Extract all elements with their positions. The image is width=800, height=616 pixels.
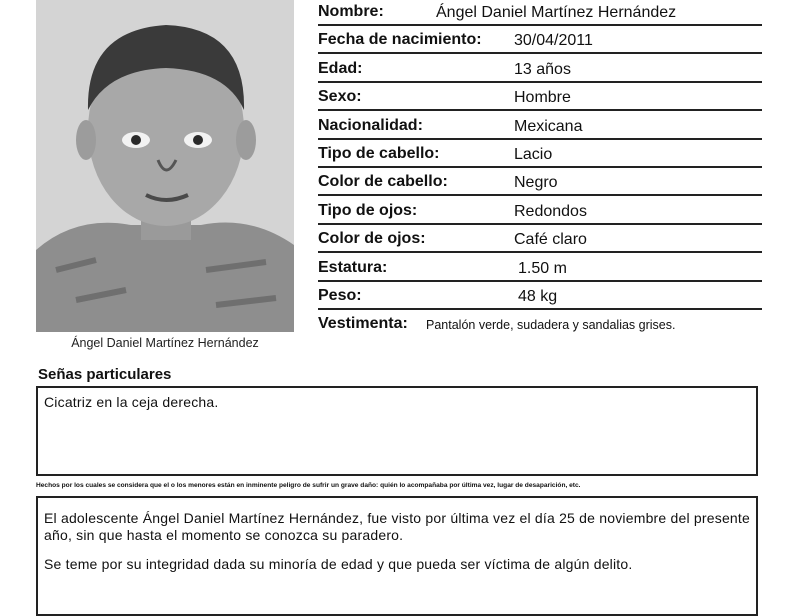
field-label: Tipo de cabello: [318, 144, 440, 162]
hechos-paragraph-2: Se teme por su integridad dada su minoría de edad y que pueda ser víctima de algún delito. [44, 556, 633, 572]
field-value: 1.50 m [518, 259, 567, 277]
field-label: Color de ojos: [318, 230, 426, 248]
field-value: Pantalón verde, sudadera y sandalias grises. [426, 318, 676, 333]
field-value: Redondos [514, 202, 587, 220]
field-label: Edad: [318, 59, 363, 77]
field-value: Ángel Daniel Martínez Hernández [436, 4, 677, 21]
field-row-vestimenta [318, 312, 762, 336]
field-row-sexo [318, 85, 762, 111]
field-row-tipo-ojos [318, 199, 762, 225]
hechos-note: Hechos por los cuales se considera que el o los menores están en inminente peligro de sufrir un grave daño: quién lo acompañaba por última vez, lugar de desaparición, etc. [36, 482, 581, 489]
senas-particulares-title: Señas particulares [38, 366, 172, 383]
portrait-illustration [36, 0, 294, 332]
field-row-color-cabello [318, 170, 762, 196]
field-value: 48 kg [518, 287, 558, 305]
field-label: Tipo de ojos: [318, 201, 418, 219]
field-row-tipo-cabello [318, 142, 762, 168]
field-label: Fecha de nacimiento: [318, 31, 482, 49]
field-value: Lacio [514, 145, 553, 163]
field-label: Color de cabello: [318, 173, 448, 191]
field-label: Sexo: [318, 88, 362, 106]
field-value: 13 años [514, 60, 571, 78]
field-row-peso [318, 284, 762, 310]
field-label: Nacionalidad: [318, 116, 423, 134]
person-photo [36, 0, 294, 332]
photo-caption: Ángel Daniel Martínez Hernández [71, 336, 259, 350]
field-value: Hombre [514, 89, 571, 107]
field-row-nacionalidad [318, 114, 762, 140]
field-row-fecha-nacimiento [318, 28, 762, 54]
field-label: Vestimenta: [318, 315, 408, 333]
hechos-box [36, 496, 758, 616]
field-row-color-ojos [318, 227, 762, 253]
field-row-nombre [318, 0, 762, 26]
personal-data-fields [318, 0, 762, 339]
senas-particulares-box [36, 386, 758, 476]
field-value: 30/04/2011 [514, 32, 593, 50]
field-row-estatura [318, 256, 762, 282]
field-label: Peso: [318, 286, 362, 304]
field-value: Negro [514, 174, 558, 192]
field-label: Nombre: [318, 3, 384, 20]
field-label: Estatura: [318, 258, 388, 276]
hechos-paragraph-1: El adolescente Ángel Daniel Martínez Hernández, fue visto por última vez el día 25 de noviembre del presente año, sin que hasta el momento se conozca su paradero. [44, 510, 750, 543]
field-value: Café claro [514, 231, 587, 249]
field-row-edad [318, 57, 762, 83]
senas-particulares-text: Cicatriz en la ceja derecha. [44, 394, 219, 410]
field-value: Mexicana [514, 117, 583, 135]
